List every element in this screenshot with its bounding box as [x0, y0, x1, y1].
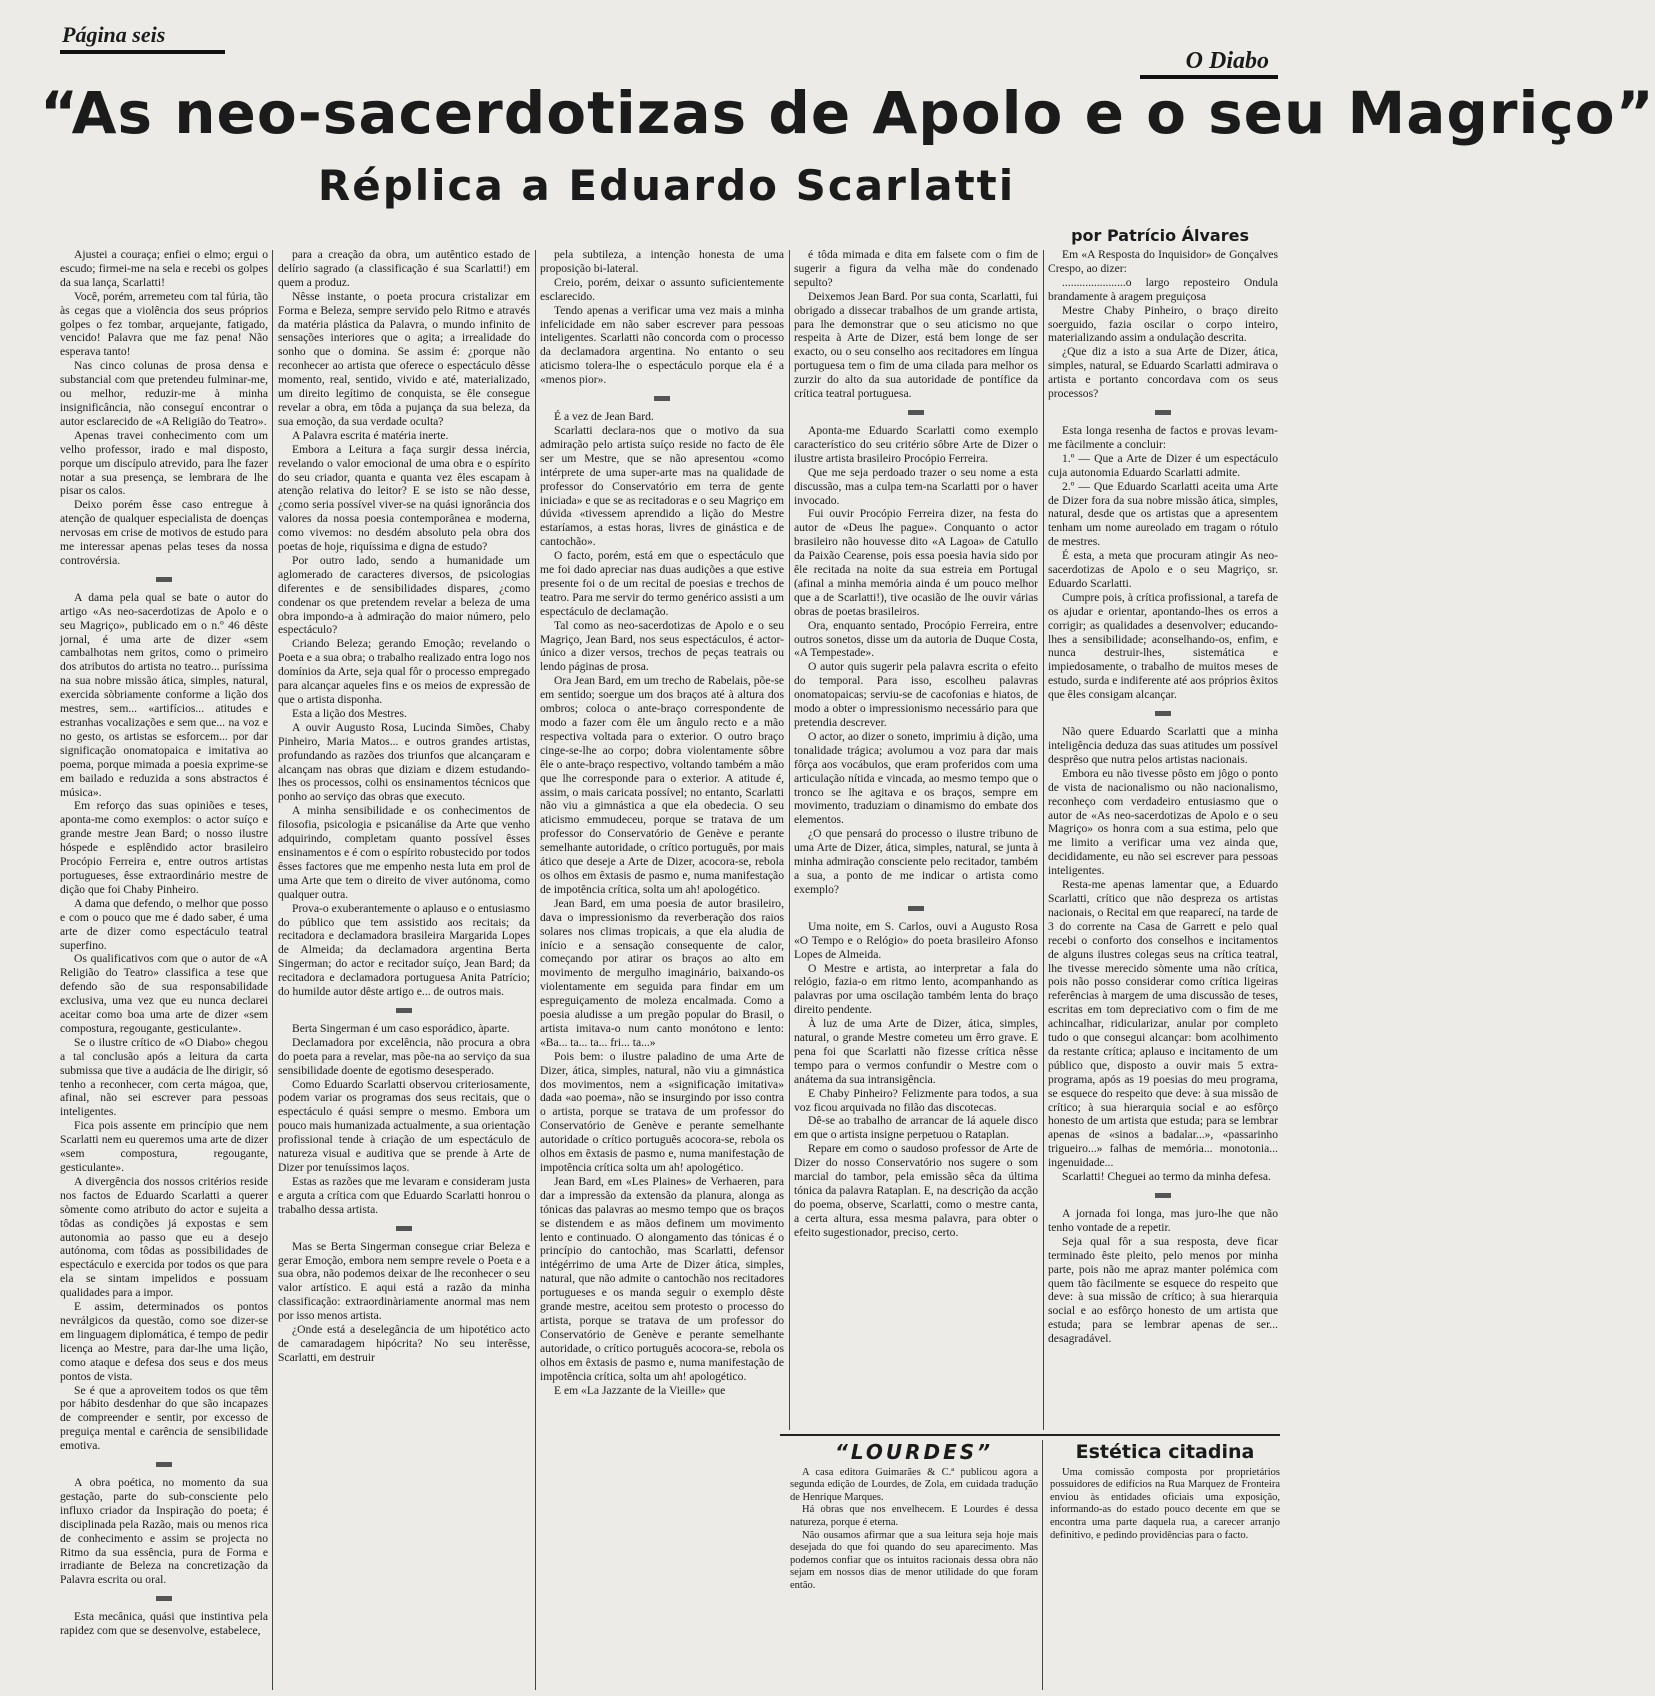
- lourdes-paragraph: Não ousamos afirmar que a sua leitura seja hoje mais desejada do que foi quando do seu aparecimento. Mas podemos confiar que os intuitos racionais dessa obra não sejam em nossos dias de menor utilidade do que foram então.: [790, 1529, 1038, 1591]
- article-column-5: [1048, 248, 1278, 1430]
- section-separator: [1155, 711, 1171, 716]
- masthead: O Diabo: [1185, 48, 1269, 74]
- article-paragraph: A ouvir Augusto Rosa, Lucinda Simões, Chaby Pinheiro, Maria Matos... e outros grandes artistas, profundando as razões dos triunfos que alcançaram e alcançam nas obras que diziam e dizem estudando-lhes os processos, colhi os ensinamentos técnicos que ponho ao serviço das obras que executo.: [278, 720, 530, 804]
- article-paragraph: é tôda mimada e dita em falsete com o fim de sugerir a figura da velha mãe do condenado sepulto?: [794, 248, 1038, 289]
- article-paragraph: Como Eduardo Scarlatti observou criteriosamente, podem variar os programas dos seus recitais, que o espectáculo é quási sempre o mesmo. Embora um pouco mais humanizada actualmente, a sua orientação profissional tende à criação de um espectáculo de natureza visual e auditiva que se prende à Arte de Dizer por tenuíssimos laços.: [278, 1077, 530, 1174]
- article-paragraph: A dama pela qual se bate o autor do artigo «As neo-sacerdotizas de Apolo e o seu Magriço», publicado em o n.º 46 dêste jornal, é uma arte de dizer «sem cambalhotas nem gritos, como o primeiro dos atributos do artista no teatro... puríssima na sua nobre missão ática, simples, natural, exercida sòbriamente conforme a lição dos mestres, sem... «artifícios... atitudes e estranhas vocalizações e sem que... na voz e no gesto, os artistas se esforcem... por dar significação onomatopaica e imitativa ao poema, porque mimada a poesia exprime-se em bailado e reduzida a sons abstractos é música».: [60, 590, 268, 799]
- article-paragraph: O facto, porém, está em que o espectáculo que me foi dado apreciar nas duas audições a que estive presente foi o de um recital de poesias e trechos de teatro. Para me servir do termo genérico assisti a um espectáculo de declamação.: [540, 549, 784, 618]
- article-paragraph: Tendo apenas a verificar uma vez mais a minha infelicidade em não saber escrever para pessoas inteligentes. Scarlatti não concorda com o processo da declamadora argentina. No entanto o seu aticismo tolera-lhe o espectáculo porque ela é a «menos pior».: [540, 303, 784, 387]
- lourdes-paragraph: A casa editora Guimarães & C.ª publicou agora a segunda edição de Lourdes, de Zola, em cuidada tradução de Henrique Marques.: [790, 1466, 1038, 1503]
- article-paragraph: Embora a Leitura a faça surgir dessa inércia, revelando o valor emocional de uma obra e o espírito do seu criador, quanta e quanta vez êles escapam à atenção relativa do leitor? E se isto se não desse, ¿como seria possível viver-se na quási ignorância dos valores da nossa poesia contemporânea e moderna, como vivemos: no desdém absoluto pela obra dos poetas de hoje, riquíssima e digna de estudo?: [278, 442, 530, 554]
- page-number-rule: [60, 50, 225, 54]
- section-separator: [396, 1008, 412, 1013]
- lourdes-paragraph: Há obras que nos envelhecem. E Lourdes é dessa natureza, porque é eterna.: [790, 1504, 1038, 1528]
- column-divider: [789, 250, 790, 1430]
- subheadline: Réplica a Eduardo Scarlatti: [317, 161, 1016, 210]
- article-paragraph: Deixo porém êsse caso entregue à atenção de qualquer especialista de doenças nervosas em crise de motivos de estudo para me interessar apenas pelas teses da nossa controvérsia.: [60, 498, 268, 567]
- section-separator: [908, 410, 924, 415]
- article-paragraph: Se é que a aproveitem todos os que têm por hábito desdenhar do que são incapazes de compreender e sentir, por excesso de preguiça mental e carência de sensibilidade emotiva.: [60, 1383, 268, 1453]
- article-paragraph: Prova-o exuberantemente o aplauso e o entusiasmo do público que tem assistido aos recitais; da recitadora e declamadora brasileira Margarida Lopes de Almeida; da declamadora argentina Berta Singerman; do actor e recitador suíço, Jean Bard; da recitadora e declamadora portuguesa Anita Patrício; do humilde autor dêste artigo e... de outros mais.: [278, 901, 530, 999]
- estetica-paragraph: Uma comissão composta por proprietários possuidores de edifícios na Rua Marquez de Fronteira enviou às entidades oficiais uma exposição, informando-as do estado pouco decente em que se encontra uma parte daquela rua, a carecer arranjo definitivo, e pedindo providências para o facto.: [1050, 1466, 1280, 1541]
- article-paragraph: Berta Singerman é um caso esporádico, àparte.: [292, 1021, 510, 1035]
- article-paragraph: Você, porém, arremeteu com tal fúria, tão às cegas que a violência dos seus próprios golpes o fez tombar, arquejante, fatigado, vencido! Palavra que me faz pena! Não esperava tanto!: [60, 289, 268, 359]
- article-paragraph: É a vez de Jean Bard.: [554, 410, 654, 424]
- article-paragraph: A jornada foi longa, mas juro-lhe que não tenho vontade de a repetir.: [1048, 1207, 1278, 1234]
- article-paragraph: Tal como as neo-sacerdotizas de Apolo e o seu Magriço, Jean Bard, nos seus espectáculos, é actor-único a dizer versos, trechos de peças teatrais ou lendo páginas de prosa.: [540, 618, 784, 674]
- page-header: [0, 0, 1333, 74]
- article-paragraph: Por outro lado, sendo a humanidade um aglomerado de caracteres diversos, de psicologias diferentes e de sensibilidades dispares, ¿como condenar os que pretendem revelar a beleza de uma obra impondo-a à admiração do maior número, pelo espectáculo?: [278, 553, 530, 637]
- article-paragraph: Os qualificativos com que o autor de «A Religião do Teatro» classifica a tese que defendo são de sua responsabilidade exclusiva, uma vez que eu nunca declarei aceitar como boa uma arte de dizer «sem compostura, regougante, gesticulante».: [60, 952, 268, 1035]
- article-paragraph: Ajustei a couraça; enfiei o elmo; ergui o escudo; firmei-me na sela e recebi os golpes da sua lança, Scarlatti!: [60, 248, 268, 289]
- article-paragraph: Fica pois assente em princípio que nem Scarlatti nem eu queremos uma arte de dizer «sem compostura, regougante, gesticulante».: [60, 1119, 268, 1174]
- article-paragraph: Estas as razões que me levaram e consideram justa e arguta a crítica com que Eduardo Scarlatti honrou o trabalho dessa artista.: [278, 1174, 530, 1216]
- article-paragraph: Resta-me apenas lamentar que, a Eduardo Scarlatti, crítico que não despreza os artistas nacionais, o Recital em que reaparecí, na tarde de 3 do corrente na Casa de Garrett e pelo qual recebi o conforto dos conselhos e incitamentos de alguns ilustres colegas seus na crítica teatral, lhe tivesse merecido sòmente uma não crítica, pois não posso considerar como crítica ligeiras referências à margem de uma discussão de teses, escritas em tom depreciativo com o fim de me achincalhar, ridicularizar, anular por completo tudo o que consegui alcançar: bom acolhimento da restante crítica; aplauso e incitamento de um público que, disposto a ouvir mais 5 extra-programa, após as 19 poesias do meu programa, se esquece do respeito que deve: à sua missão de crítico; à sua hierarquia social e ao esfôrço honesto de um artista que estuda; para se lembrar apenas de «sinos a badalar...», «passarinho trigueiro...» falhas de memória... monotonia... ingenuidade...: [1048, 878, 1278, 1170]
- article-paragraph: Fui ouvir Procópio Ferreira dizer, na festa do autor de «Deus lhe pague». Conquanto o actor brasileiro não houvesse dito «A Lagoa» de Catullo da Paixão Cearense, pois essa poesia havia sido por êle recitada na noite da sua estreia em Portugal (afinal a minha memória ainda é um pouco melhor que a de Scarlatti!), tive ocasião de lhe ouvir várias obras de poetas brasileiros.: [794, 507, 1038, 618]
- article-paragraph: Ora Jean Bard, em um trecho de Rabelais, põe-se em sentido; soergue um dos braços até à altura dos ombros; coloca o ante-braço correspondente de modo a fazer com êle um ângulo recto e a mão respectiva voltada para o exterior. O outro braço cinge-se-lhe ao corpo; dobra violentamente sôbre êle o ante-braço respectivo, voltando também a mão que lhe corresponde para o exterior. A atitude é, assim, o mais caricata possível; no entanto, Scarlatti não viu a gimnástica a que ela obedecia. O seu aticismo emmudeceu, porque se tratava de um professor do Conservatório de Genève e perante semelhante autoridade, o crítico português, por mais ático que deseje a Arte de Dizer, acocora-se, rebola os olhos em êxtasis de pasmo e, numa manifestação de impotência crítica, solta um ah! apologético.: [540, 674, 784, 896]
- article-paragraph: Mestre Chaby Pinheiro, o braço direito soerguido, fazia oscilar o corpo inteiro, materializando assim a ondulação descrita.: [1048, 303, 1278, 345]
- article-paragraph: Creio, porém, deixar o assunto suficientemente esclarecido.: [540, 275, 784, 303]
- article-paragraph: À luz de uma Arte de Dizer, ática, simples, natural, o grande Mestre cometeu um êrro grave. E pena foi que Scarlatti não fizesse crítica nêsse tempo para o vermos confundir o Mestre com o anátema da sua intransigência.: [794, 1017, 1038, 1086]
- article-paragraph: Scarlatti declara-nos que o motivo da sua admiração pelo artista suíço reside no facto de êle ser um Mestre, que se não apresentou «como intérprete de uma super-arte mas na qualidade de professor do Conservatório em terra de gente iniciada» e que se as recitadoras e o seu Magriço em dúvida «tivessem aprendido a lição do Mestre estaríamos, a estas horas, livres de ginástica e de cantochão».: [540, 423, 784, 549]
- article-paragraph: ......................o largo reposteiro Ondula brandamente à aragem preguiçosa: [1048, 275, 1278, 303]
- estetica-title: Estética citadina: [1075, 1441, 1255, 1463]
- page-number: Página seis: [62, 22, 166, 47]
- article-paragraph: Pois bem: o ilustre paladino de uma Arte de Dizer, ática, simples, natural, não viu a gimnástica dos movimentos, nem a «significação imitativa» dada «ao poema», não se insurgindo por isso contra o artista, porque se tratava de um professor do Conservatório de Genève e perante semelhante autoridade o crítico português acocora-se, rebola os olhos em êxtasis de pasmo e, numa manifestação de impotência crítica solta um ah! apologético.: [540, 1049, 784, 1174]
- article-paragraph: Aponta-me Eduardo Scarlatti como exemplo característico do seu critério sôbre Arte de Dizer o ilustre artista brasileiro Procópio Ferreira.: [794, 423, 1038, 465]
- article-paragraph: Não quere Eduardo Scarlatti que a minha inteligência deduza das suas atitudes um possível desprêso que nutra pelos artistas nacionais.: [1048, 725, 1278, 766]
- article-paragraph: Embora eu não tivesse pôsto em jôgo o ponto de vista de nacionalismo ou não nacionalismo, reconheço com verdadeiro entusiasmo que o autor de «As neo-sacerdotizas de Apolo e o seu Magriço» os honra com a sua estima, pelo que me limito a verificar uma vez ainda que, decididamente, eu não sei escrever para pessoas inteligentes.: [1048, 766, 1278, 878]
- article-paragraph: para a creação da obra, um autêntico estado de delírio sagrado (a classificação é sua Scarlatti!) em quem a produz.: [278, 248, 530, 289]
- article-paragraph: Em reforço das suas opiniões e teses, aponta-me como exemplos: o actor suíço e grande mestre Jean Bard; o nosso ilustre hóspede e esplêndido actor brasileiro Procópio Ferreira e, entre outros artistas portugueses, êsse extraordinário mestre de dição que foi Chaby Pinheiro.: [60, 799, 268, 896]
- article-column-3: [540, 248, 784, 1694]
- estetica-box: [1050, 1441, 1280, 1686]
- article-paragraph: Nas cinco colunas de prosa densa e substancial com que pretendeu fulminar-me, ou melhor, reduzir-me à minha insignificância, não conseguí encontrar o autor esclarecido de «A Religião do Teatro».: [60, 359, 268, 428]
- article-paragraph: Esta a lição dos Mestres.: [292, 706, 407, 720]
- byline: por Patrício Álvares: [1071, 226, 1249, 245]
- article-paragraph: Jean Bard, em uma poesia de autor brasileiro, dava o impressionismo da reverberação dos raios solares nos climas tropicais, a que ela aludia de início e a sensação consequente de calor, começando por atirar os braços ao alto em movimento de mergulho imaginário, baixando-os violentamente em seguida para findar em um espreguiçamento de moleza encalmada. Como a poesia aludisse a um pregão popular do Brasil, o artista imitava-o num canto monótono e lento: «Ba... ta... ta... fri... ta...»: [540, 896, 784, 1049]
- article-paragraph: ¿O que pensará do processo o ilustre tribuno de uma Arte de Dizer, ática, simples, natural, se junta à minha admiração consciente pelo recitador, também a sua, a ponto de me indicar o artista como exemplo?: [794, 827, 1038, 896]
- article-paragraph: A Palavra escrita é matéria inerte.: [292, 428, 449, 442]
- article-paragraph: O Mestre e artista, ao interpretar a fala do relógio, fazia-o em ritmo lento, acompanhando as palavras por uma oscilação também lenta do braço direito pendente.: [794, 961, 1038, 1017]
- lourdes-box: [790, 1440, 1038, 1686]
- section-rule: [780, 1434, 1280, 1436]
- article-paragraph: Nêsse instante, o poeta procura cristalizar em Forma e Beleza, sempre servido pelo Ritmo e através da matéria plástica da Palavra, o mundo infinito de sensações interiores que o agita; a irrealidade do sonho que o domina. Se assim é: ¿porque não reconhecer ao artista que oferece o espectáculo dêsse momento, real, sentido, vivido e até, materializado, um direito legítimo de conquista, se êle consegue revelar a obra, em tôda a pujança da sua beleza, da sua emoção, da sua verdade oculta?: [278, 289, 530, 428]
- article-paragraph: E assim, determinados os pontos nevrálgicos da questão, como soe dizer-se em linguagem diplomática, é tempo de pedir licença ao Mestre, para dar-lhe uma lição, como ataque e defesa dos seus e dos meus pontos de vista.: [60, 1300, 268, 1383]
- article-paragraph: Deixemos Jean Bard. Por sua conta, Scarlatti, fui obrigado a dissecar trabalhos de um grande artista, para lhe demonstrar que o seu aticismo no que respeita à Arte de Dizer, está bem longe de ser exacto, ou o seu conselho aos recitadores em língua portuguesa tem o fim de uma cilada para melhor os zurzir do alto da sua autoridade de pontífice da crítica teatral portuguesa.: [794, 289, 1038, 401]
- column-divider: [272, 250, 273, 1690]
- article-paragraph: Scarlatti! Cheguei ao termo da minha defesa.: [1062, 1170, 1271, 1184]
- section-separator: [1155, 1193, 1171, 1198]
- article-paragraph: A minha sensibilidade e os conhecimentos de filosofia, psicologia e psicanálise da Arte que venho adquirindo, completam quanto possível êsses ensinamentos e é com o espírito robustecido por todos êsses factores que me empenho nesta luta em prol de uma Arte que tem o direito de viver autónoma, como qualquer outra.: [278, 804, 530, 901]
- article-paragraph: Se o ilustre crítico de «O Diabo» chegou a tal conclusão após a leitura da carta submissa que tive a audácia de lhe dirigir, só tenho a reconhecer, com certa mágoa, que, afinal, não sei escrever para pessoas inteligentes.: [60, 1035, 268, 1119]
- article-paragraph: Uma noite, em S. Carlos, ouvi a Augusto Rosa «O Tempo e o Relógio» do poeta brasileiro Afonso Lopes de Almeida.: [794, 919, 1038, 961]
- article-paragraph: Mas se Berta Singerman consegue criar Beleza e gerar Emoção, embora nem sempre revele o Poeta e a sua obra, não podemos deixar de lhe reconhecer o seu valor artístico. E aqui está a razão da minha classificação: extraordinàriamente anormal mas nem por isso menos artista.: [278, 1239, 530, 1323]
- article-paragraph: ¿Que diz a isto a sua Arte de Dizer, ática, simples, natural, se Eduardo Scarlatti admirava o artista e portanto concordava com os seus processos?: [1048, 345, 1278, 401]
- article-paragraph: O actor, ao dizer o soneto, imprimiu à dição, uma tonalidade trágica; avolumou a voz para dar mais fôrça aos vocábulos, que eram proferidos com uma articulação nítida e vincada, ao mesmo tempo que o tronco se lhe agitava e os braços, sempre em movimento, traduziam o dinamismo do embate dos elementos.: [794, 729, 1038, 827]
- section-separator: [156, 1596, 172, 1601]
- article-paragraph: ¿Onde está a deselegância de um hipotético acto de camaradagem hipócrita? No seu interêsse, Scarlatti, em destruir: [278, 1323, 530, 1364]
- section-separator: [396, 1226, 412, 1231]
- article-paragraph: Apenas travei conhecimento com um velho professor, irado e mal disposto, porque um discípulo atrevido, para lhe fazer notar a sua presença, se lembrara de lhe pisar os calos.: [60, 428, 268, 498]
- article-paragraph: 1.º — Que a Arte de Dizer é um espectáculo cuja autonomia Eduardo Scarlatti admite.: [1048, 451, 1278, 479]
- section-separator: [1155, 410, 1171, 415]
- article-column-1: [60, 248, 268, 1694]
- article-paragraph: Dê-se ao trabalho de arrancar de lá aquele disco em que o artista insigne perpetuou o Rataplan.: [794, 1114, 1038, 1142]
- section-separator: [156, 1462, 172, 1467]
- box-divider: [1042, 1440, 1043, 1690]
- headline: “As neo-sacerdotizas de Apolo e o seu Magriço”: [40, 79, 1655, 147]
- article-paragraph: E Chaby Pinheiro? Felizmente para todos, a sua voz ficou arquivada no filão das discotecas.: [794, 1086, 1038, 1114]
- section-separator: [156, 577, 172, 582]
- article-paragraph: É esta, a meta que procuram atingir As neo-sacerdotizas de Apolo e o seu Magriço, sr. Eduardo Scarlatti.: [1048, 549, 1278, 590]
- article-paragraph: Repare em como o saudoso professor de Arte de Dizer do nosso Conservatório nos sugere o som marcial do tambor, pela emissão sêca da última tónica da palavra Rataplan. E, na descrição da acção do poema, observe, Scarlatti, como o mestre canta, a certa altura, essa mesma palavra, para obter o efeito sugestionador, preciso, certo.: [794, 1142, 1038, 1239]
- article-paragraph: Em «A Resposta do Inquisidor» de Gonçalves Crespo, ao dizer:: [1048, 248, 1278, 275]
- article-column-2: [278, 248, 530, 1694]
- article-paragraph: 2.º — Que Eduardo Scarlatti aceita uma Arte de Dizer fora da sua nobre missão ática, simples, natural, desde que os artistas que a apresentem tenham um nome aureolado em tragam o rótulo de mestres.: [1048, 479, 1278, 549]
- article-paragraph: O autor quis sugerir pela palavra escrita o efeito do temporal. Para isso, escolheu palavras onomatopaicas; serviu-se de cacofonias e hiatos, de modo a obter o impressionismo necessário para que pretendia descrever.: [794, 660, 1038, 729]
- article-paragraph: Criando Beleza; gerando Emoção; revelando o Poeta e a sua obra; o trabalho realizado entra logo nos domínios da Arte, seja qual fôr o processo empregado para alcançar aqueles fins e os meios de expressão de que o artista disponha.: [278, 637, 530, 706]
- article-paragraph: A dama que defendo, o melhor que posso e com o pouco que me é dado saber, é uma arte de dizer como espectáculo teatral superfino.: [60, 896, 268, 952]
- section-separator: [908, 906, 924, 911]
- section-separator: [654, 396, 670, 401]
- article-paragraph: Esta longa resenha de factos e provas levam-me fàcilmente a concluir:: [1048, 423, 1278, 451]
- column-divider: [1043, 250, 1044, 1430]
- article-paragraph: Declamadora por excelência, não procura a obra do poeta para a revelar, mas põe-na ao serviço da sua sensibilidade doente de egotismo desesperado.: [278, 1035, 530, 1077]
- article-paragraph: Seja qual fôr a sua resposta, deve ficar terminado êste pleito, pelo menos por minha parte, pois não me apraz manter polémica com quem tão fàcilmente se esquece do respeito que deve: à sua missão de crítico; à sua hierarquia social e ao esfôrço honesto de um artista que estuda; para se lembrar apenas de ser... desagradável.: [1048, 1234, 1278, 1346]
- lourdes-title: “LOURDES”: [834, 1440, 994, 1464]
- article-paragraph: Cumpre pois, à crítica profissional, a tarefa de os ajudar e orientar, apontando-lhes os erros a corrigir; as qualidades a desenvolver; educando-lhes a sensibilidade; aconselhando-os, enfim, e nunca destruir-lhes, sistemática e impiedosamente, o trabalho de muitos meses de estudo, surda e indiferente até aos próprios êxitos que êles consigam alcançar.: [1048, 590, 1278, 702]
- article-paragraph: A divergência dos nossos critérios reside nos factos de Eduardo Scarlatti a querer sòmente como atributo do actor e sujeita a tôdas as condições já expostas e sem autonomia ao passo que eu a desejo autónoma, com tôdas as possibilidades de espectáculo e exercida por todos os que para ela se sintam impelidos e possuam qualidades para a impor.: [60, 1174, 268, 1300]
- article-paragraph: A obra poética, no momento da sua gestação, parte do sub-consciente pelo influxo criador da Inspiração do poeta; é disciplinada pela Razão, mais ou menos rica de conhecimento e assim se projecta no Ritmo da sua essência, pura de Forma e irradiante de Beleza na concretização da Palavra escrita ou oral.: [60, 1476, 268, 1587]
- article-paragraph: pela subtileza, a intenção honesta de uma proposição bi-lateral.: [540, 248, 784, 275]
- column-divider: [535, 250, 536, 1690]
- article-paragraph: E em «La Jazzante de la Vieille» que: [554, 1383, 726, 1397]
- article-paragraph: Ora, enquanto sentado, Procópio Ferreira, entre outros sonetos, disse um da autoria de Duque Costa, «A Tempestade».: [794, 618, 1038, 660]
- article-paragraph: Esta mecânica, quási que instintiva pela rapidez com que se desenvolve, estabelece,: [60, 1610, 268, 1638]
- article-paragraph: Que me seja perdoado trazer o seu nome a esta discussão, mas a culpa tem-na Scarlatti por o haver invocado.: [794, 465, 1038, 507]
- article-column-4: [794, 248, 1038, 1430]
- article-paragraph: Jean Bard, em «Les Plaines» de Verhaeren, para dar a impressão da extensão da planura, alonga as tónicas das palavras ao mesmo tempo que os braços se distendem e as mãos definem um movimento lento e continuado. O alongamento das tónicas é o princípio do cantochão, mas Scarlatti, defensor intégérrimo de uma Arte de Dizer ática, simples, natural, que não admite o cantochão nos recitadores portugueses e os manda seguir o exemplo dêste grande mestre, aceitou sem protesto o processo do artista, porque se tratava de um professor do Conservatório de Genève e perante semelhante autoridade, o crítico português acocora-se, rebola os olhos em êxtasis de pasmo e, numa manifestação de impotência crítica, solta um ah! apologético.: [540, 1174, 784, 1383]
